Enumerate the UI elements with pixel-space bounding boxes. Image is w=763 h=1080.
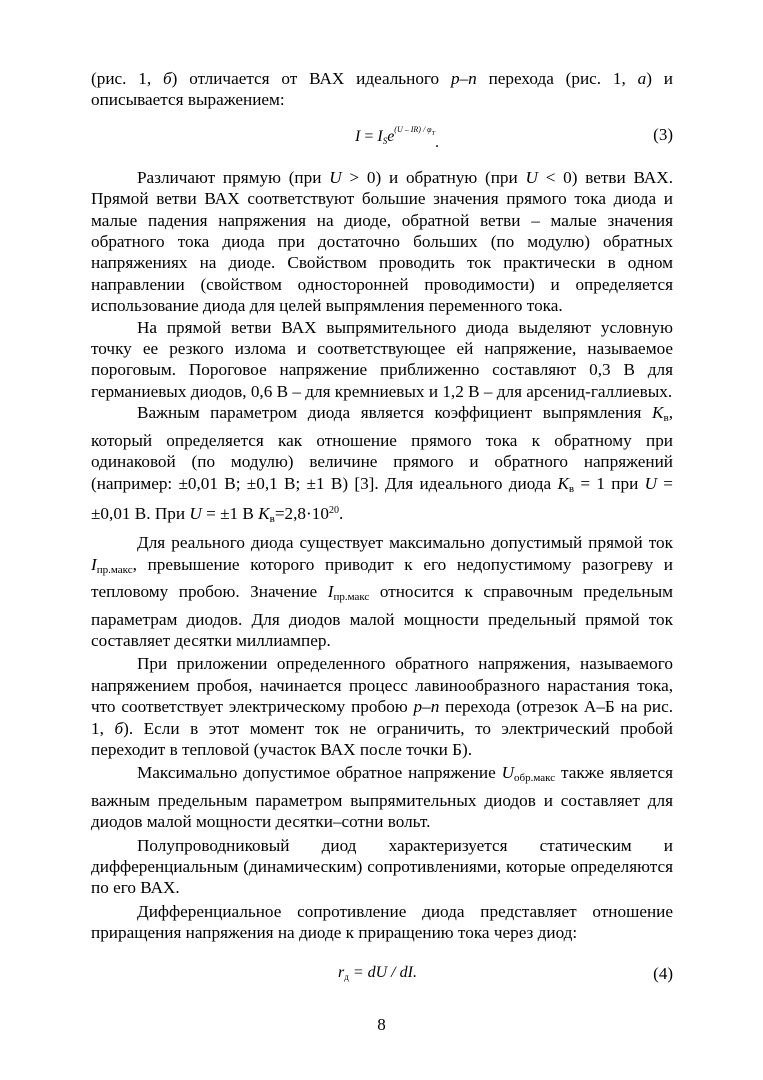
paragraph-resistances: Полупроводниковый диод характеризуется статическим и дифференциальным (динамическим) сопротивлениями, которые определяются по его ВАХ.	[91, 835, 673, 898]
page-number: 8	[377, 1015, 386, 1034]
paragraph-max-forward-current: Для реального диода существует максимально допустимый прямой ток $I_{пр.макс}$, превышение которого приводит к его недопустимому разогреву и тепловому пробою. Значение $I_{пр.макс}$ относится к справочным предельным параметрам диодов. Для диодов малой мощности предельный прямой ток составляет десятки миллиампер.	[91, 533, 673, 650]
paragraph-max-reverse-voltage: Максимально допустимое обратное напряжение $U_{обр.макс}$ также является важным предельным параметром выпрямительных диодов и составляет для диодов малой мощности десятки–сотни вольт.	[91, 763, 674, 832]
paragraph-breakdown: При приложении определенного обратного напряжения, называемого напряжением пробоя, начинается процесс лавинообразного нарастания тока, что соответствует электрическому пробою p–n перехода (отрезок А–Б на рис. 1, б). Если в этот момент ток не ограничить, то электрический пробой переходит в тепловой (участок ВАХ после точки Б).	[91, 654, 674, 759]
intro-paragraph: (рис. 1, б) отличается от ВАХ идеального p–n перехода (рис. 1, а) и	[91, 69, 674, 88]
intro-paragraph-end: описывается выражением:	[91, 90, 285, 110]
formula-3-number: (3)	[653, 124, 673, 144]
formula-3	[91, 121, 673, 153]
paragraph-branches: Различают прямую (при U > 0) и обратную (при U < 0) ветви ВАХ. Прямой ветви ВАХ соответствуют большие значения прямого тока диода и малые падения напряжения на диоде, обратной ветви – малые значения обратного тока диода при достаточно больших (по модулю) обратных напряжениях на диоде. Свойством проводить ток практически в одном направлении (свойством односторонней проводимости) и определяется использование диода для целей выпрямления переменного тока.	[91, 167, 674, 316]
formula-4	[91, 964, 673, 992]
paragraph-differential-resistance: Дифференциальное сопротивление диода представляет отношение приращения напряжения на диоде к приращению тока через диод:	[91, 901, 673, 943]
formula-3-expression: $I = I_Se^{(U - IR) / \varphi_T}$.	[355, 124, 439, 151]
formula-4-expression: $r_д$ = dU / dI.	[338, 963, 417, 982]
formula-4-number: (4)	[653, 963, 673, 983]
paragraph-threshold: На прямой ветви ВАХ выпрямительного диода выделяют условную точку ее резкого излома и соответствующее ей напряжение, называемое пороговым. Пороговое напряжение приближенно составляют 0,3 В для германиевых диодов, 0,6 В – для кремниевых и 1,2 В – для арсенид-галлиевых.	[91, 317, 673, 401]
page-body	[91, 68, 673, 992]
paragraph-rectification-coefficient: Важным параметром диода является коэффициент выпрямления $K_в$, который определяется как отношение прямого тока к обратному при одинаковой (по модулю) величине прямого и обратного напряжений (например: ±0,01 В; ±0,1 В; ±1 В) [3]. Для идеального диода $K_в = 1$ при U = ±0,01 В. При U = ±1 В $K_в=2,8\cdot 10^{20}$.	[91, 403, 673, 525]
